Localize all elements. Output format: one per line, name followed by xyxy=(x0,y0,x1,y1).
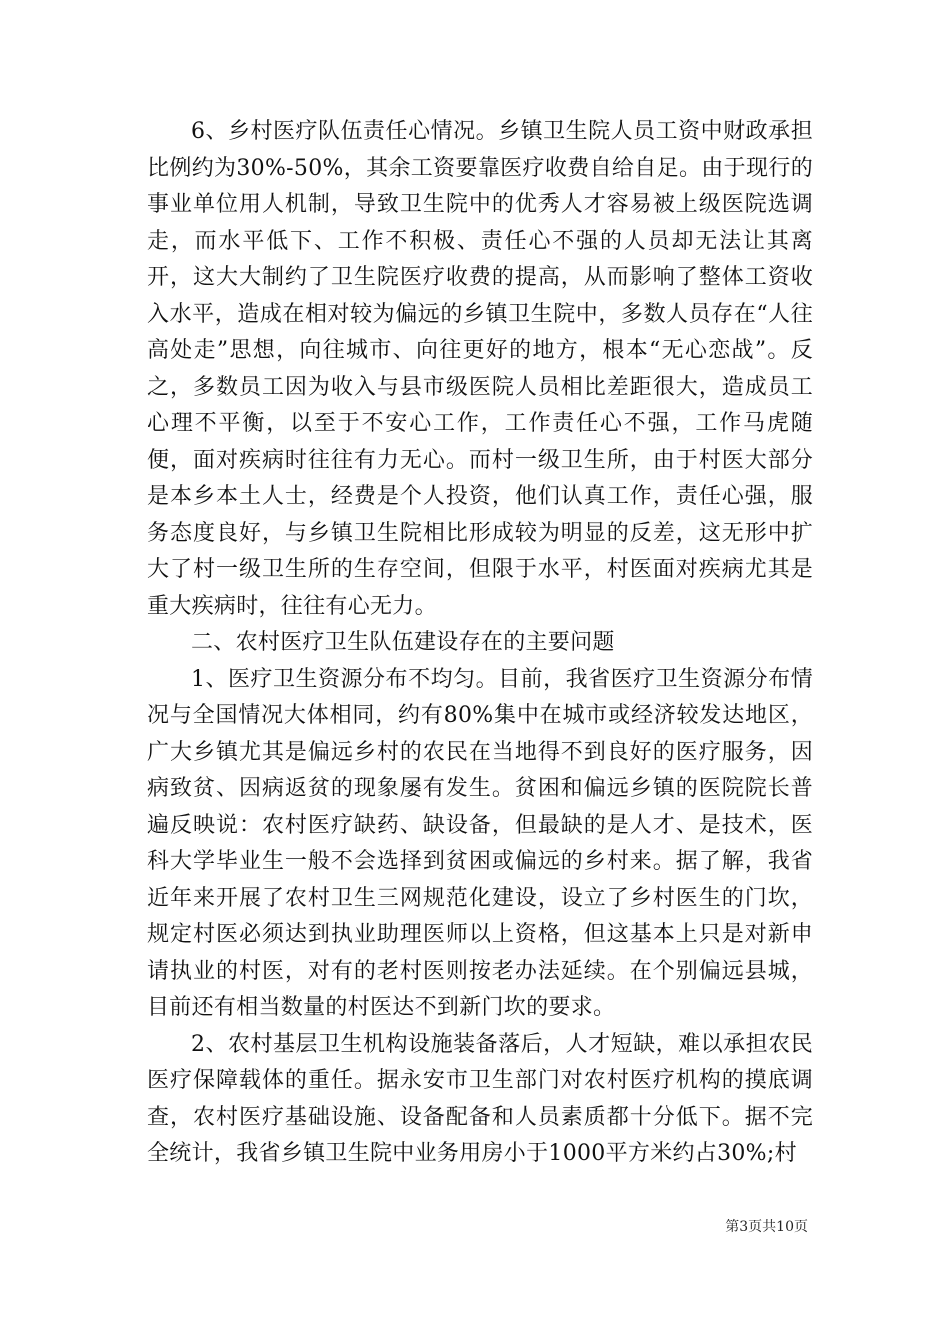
paragraph-1-resource-distribution: 1、医疗卫生资源分布不均匀。目前，我省医疗卫生资源分布情况与全国情况大体相同，约有80%集中在城市或经济较发达地区，广大乡镇尤其是偏远乡村的农民在当地得不到良好的医疗服务，因病致贫、因病返贫的现象屡有发生。贫困和偏远乡镇的医院院长普遍反映说：农村医疗缺药、缺设备，但最缺的是人才、是技术，医科大学毕业生一般不会选择到贫困或偏远的乡村来。据了解，我省近年来开展了农村卫生三网规范化建设，设立了乡村医生的门坎，规定村医必须达到执业助理医师以上资格，但这基本上只是对新申请执业的村医，对有的老村医则按老办法延续。在个别偏远县城，目前还有相当数量的村医达不到新门坎的要求。 xyxy=(147,666,813,1020)
paragraph-2-facilities: 2、农村基层卫生机构设施装备落后，人才短缺，难以承担农民医疗保障载体的重任。据永安市卫生部门对农村医疗机构的摸底调查，农村医疗基础设施、设备配备和人员素质都十分低下。据不完全统计，我省乡镇卫生院中业务用房小于1000平方米约占30%;村 xyxy=(147,1031,813,1166)
paragraph-6-responsibility: 6、乡村医疗队伍责任心情况。乡镇卫生院人员工资中财政承担比例约为30%-50%，其余工资要靠医疗收费自给自足。由于现行的事业单位用人机制，导致卫生院中的优秀人才容易被上级医院选调走，而水平低下、工作不积极、责任心不强的人员却无法让其离开，这大大制约了卫生院医疗收费的提高，从而影响了整体工资收入水平，造成在相对较为偏远的乡镇卫生院中，多数人员存在“人往高处走”思想，向往城市、向往更好的地方，根本“无心恋战”。反之，多数员工因为收入与县市级医院人员相比差距很大，造成员工心理不平衡，以至于不安心工作，工作责任心不强，工作马虎随便，面对疾病时往往有力无心。而村一级卫生所，由于村医大部分是本乡本土人士，经费是个人投资，他们认真工作，责任心强，服务态度良好，与乡镇卫生院相比形成较为明显的反差，这无形中扩大了村一级卫生所的生存空间，但限于水平，村医面对疾病尤其是重大疾病时，往往有心无力。 xyxy=(147,119,813,619)
document-body xyxy=(147,114,813,1173)
section-heading-2: 二、农村医疗卫生队伍建设存在的主要问题 xyxy=(191,630,615,655)
page-number-footer: 第3页共10页 xyxy=(725,1219,808,1235)
